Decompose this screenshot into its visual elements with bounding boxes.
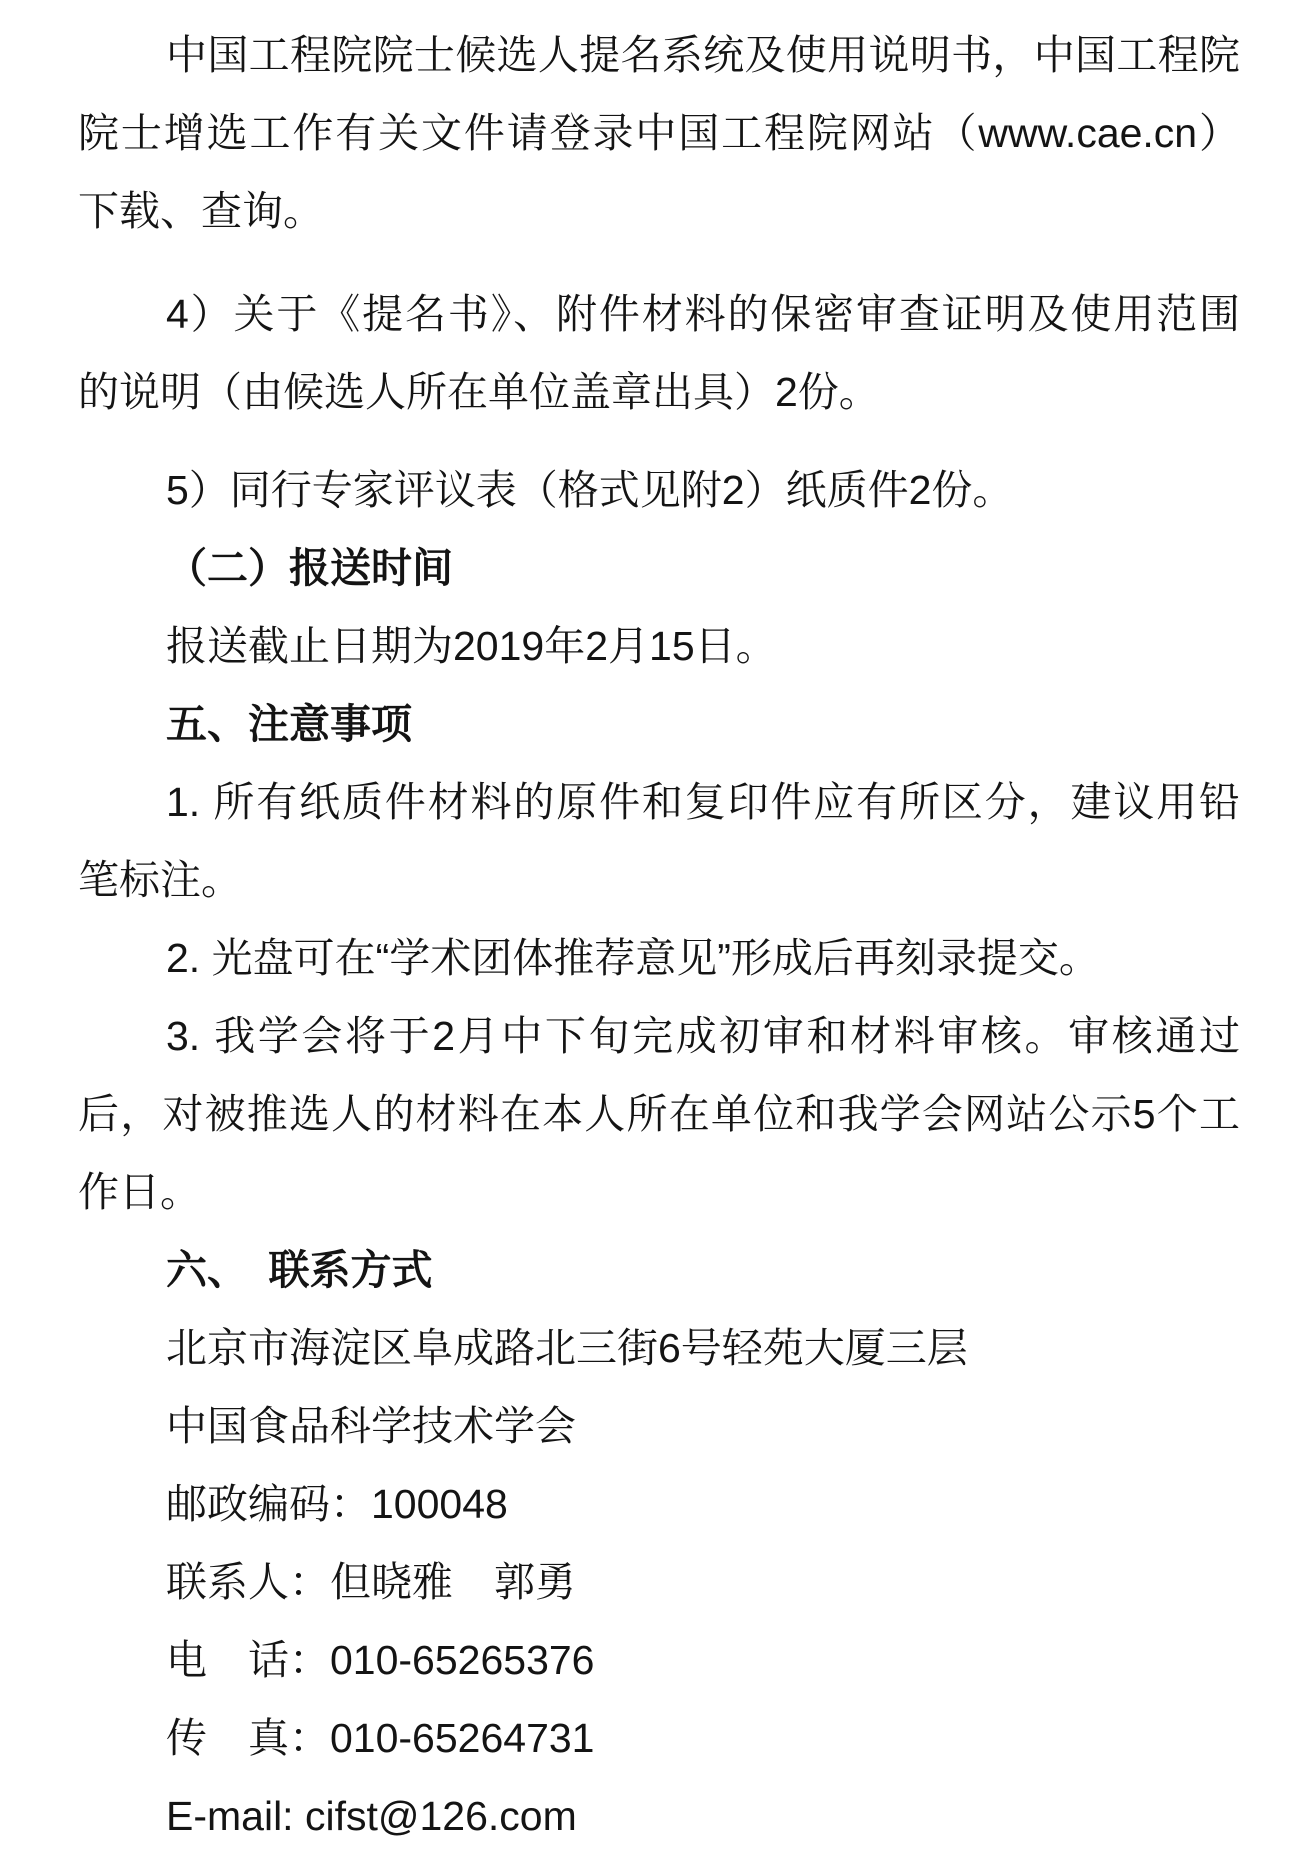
- para-cae-website-line2: 院士增选工作有关文件请登录中国工程院网站（www.cae.cn）: [78, 110, 1240, 156]
- note-1-line2: 笔标注。: [78, 857, 242, 903]
- para-cae-website-line3: 下载、查询。: [78, 188, 324, 234]
- contact-fax: 传 真：010-65264731: [166, 1715, 595, 1761]
- note-1-line1: 1. 所有纸质件材料的原件和复印件应有所区分，建议用铅: [166, 779, 1240, 825]
- heading-notes: 五、注意事项: [166, 701, 412, 747]
- contact-address: 北京市海淀区阜成路北三街6号轻苑大厦三层: [166, 1325, 968, 1371]
- contact-postal-code: 邮政编码：100048: [166, 1481, 508, 1527]
- contact-email: E-mail: cifst@126.com: [166, 1793, 577, 1839]
- note-3-line2: 后，对被推选人的材料在本人所在单位和我学会网站公示5个工: [78, 1091, 1240, 1137]
- note-2: 2. 光盘可在“学术团体推荐意见”形成后再刻录提交。: [166, 935, 1100, 981]
- heading-contact-info: 六、 联系方式: [166, 1247, 433, 1293]
- contact-person: 联系人：但晓雅 郭勇: [166, 1559, 576, 1605]
- note-3-line1: 3. 我学会将于2月中下旬完成初审和材料审核。审核通过: [166, 1013, 1240, 1059]
- submission-deadline-text: 报送截止日期为2019年2月15日。: [166, 623, 777, 669]
- item-5: 5）同行专家评议表（格式见附2）纸质件2份。: [166, 467, 1014, 513]
- item-4-line1: 4）关于《提名书》、附件材料的保密审查证明及使用范围: [166, 291, 1240, 337]
- contact-phone: 电 话：010-65265376: [166, 1637, 595, 1683]
- item-4-line2: 的说明（由候选人所在单位盖章出具）2份。: [78, 369, 880, 415]
- note-3-line3: 作日。: [78, 1169, 201, 1215]
- contact-organization: 中国食品科学技术学会: [166, 1403, 576, 1449]
- para-cae-website-line1: 中国工程院院士候选人提名系统及使用说明书，中国工程院: [166, 32, 1240, 78]
- heading-submission-deadline: （二）报送时间: [166, 545, 453, 591]
